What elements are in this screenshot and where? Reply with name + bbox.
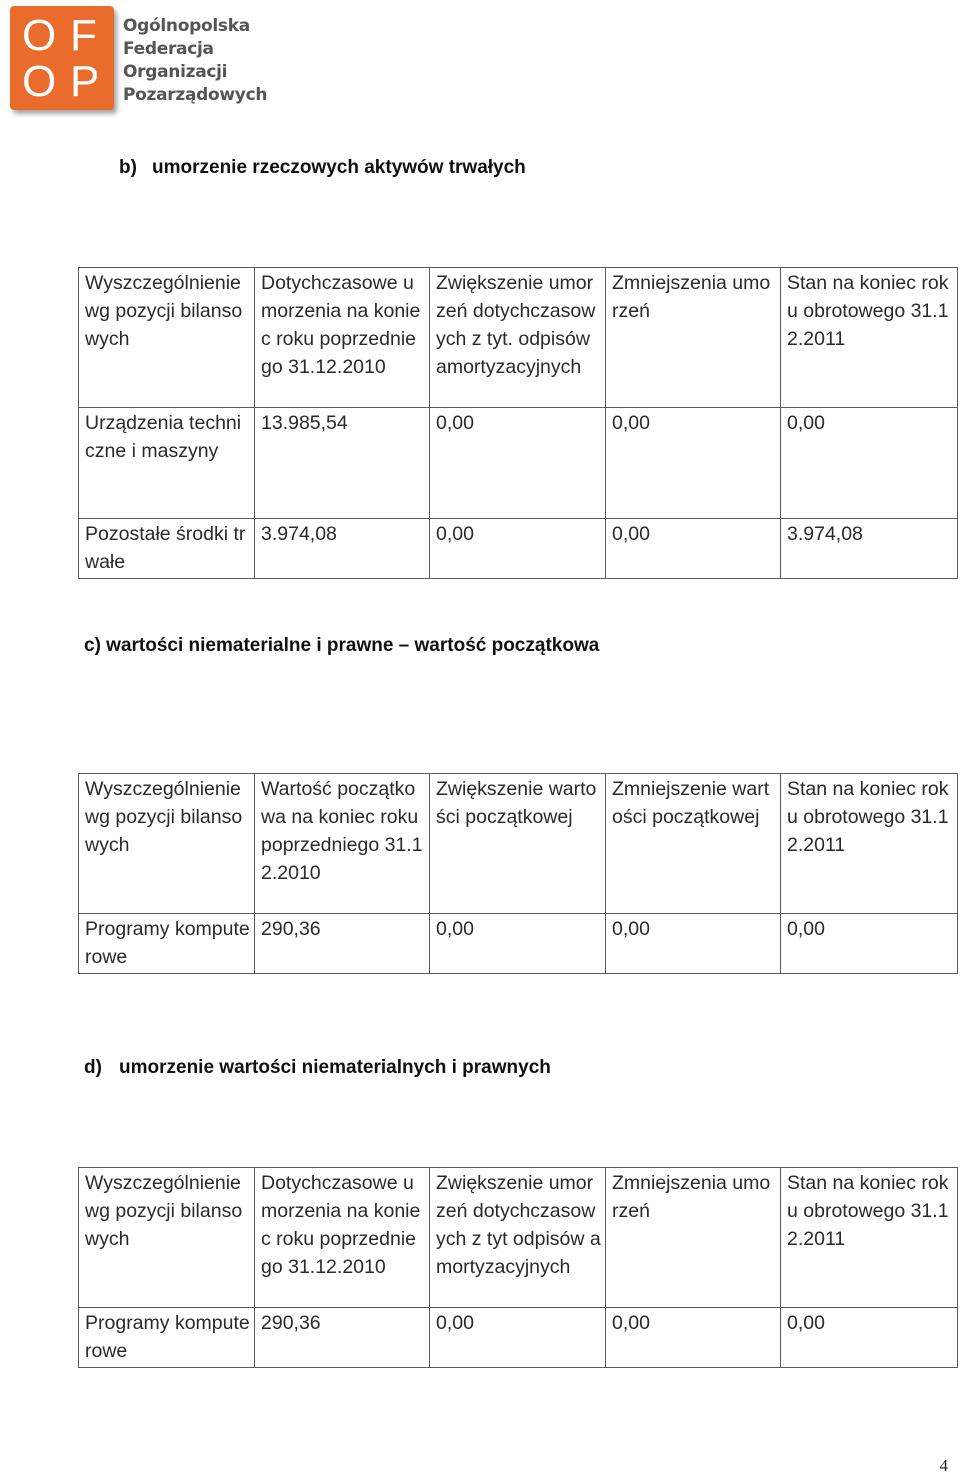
row-label: Pozostałe środki trwałe [79,519,255,579]
table-cell: 0,00 [430,914,606,974]
logo-letter: O [22,11,57,60]
section-d-heading [84,1057,551,1079]
table-cell: 0,00 [781,914,958,974]
header-cell: Zmniejszenia umorzeń [606,1168,781,1308]
header-cell: Stan na koniec roku obrotowego 31.12.2011 [781,268,958,408]
section-c-heading: c) wartości niematerialne i prawne – wartość początkowa [84,635,600,656]
page-number: 4 [939,1456,948,1475]
row-label: Programy komputerowe [79,1308,255,1368]
logo-wordmark [123,15,268,107]
logo-line: Organizacji [123,62,228,82]
table-header-row [79,268,958,408]
header-cell: Dotychczasowe umorzenia na koniec roku poprzedniego 31.12.2010 [255,268,430,408]
table-depreciation-tangible-assets [78,267,958,579]
table-header-row [79,774,958,914]
table-cell: 0,00 [606,519,781,579]
table-header-row [79,1168,958,1308]
table-row [79,408,958,519]
ofop-logo [10,6,268,114]
header-cell: Wyszczególnienie wg pozycji bilansowych [79,268,255,408]
table-cell: 0,00 [781,408,958,519]
header-cell: Zmniejszenia umorzeń [606,268,781,408]
header-cell: Zwiększenie wartości początkowej [430,774,606,914]
logo-line: Federacja [123,39,214,59]
table-intangible-assets-initial-value [78,773,958,974]
table-depreciation-intangible-assets [78,1167,958,1368]
header-cell: Zwiększenie umorzeń dotychczasowych z tyt. odpisów amortyzacyjnych [430,268,606,408]
header-cell: Wyszczególnienie wg pozycji bilansowych [79,774,255,914]
table-row [79,914,958,974]
logo-letter: F [70,11,97,60]
logo-letter: O [22,57,57,106]
logo-mark [10,6,114,110]
section-marker: b) [119,157,137,178]
section-b-heading [119,157,526,179]
header-cell: Wyszczególnienie wg pozycji bilansowych [79,1168,255,1308]
table-cell: 3.974,08 [255,519,430,579]
table-cell: 290,36 [255,914,430,974]
header-cell: Wartość początkowa na koniec roku poprzedniego 31.12.2010 [255,774,430,914]
row-label: Programy komputerowe [79,914,255,974]
section-marker: d) [84,1057,102,1078]
table-cell: 0,00 [606,914,781,974]
logo-line: Pozarządowych [123,85,268,105]
section-title: umorzenie rzeczowych aktywów trwałych [152,157,526,178]
header-cell: Dotychczasowe umorzenia na koniec roku poprzedniego 31.12.2010 [255,1168,430,1308]
table-row [79,1308,958,1368]
table-cell: 13.985,54 [255,408,430,519]
header-cell: Zmniejszenie wartości początkowej [606,774,781,914]
table-cell: 0,00 [606,408,781,519]
table-row [79,519,958,579]
table-cell: 0,00 [430,1308,606,1368]
table-cell: 0,00 [430,519,606,579]
section-title: umorzenie wartości niematerialnych i prawnych [119,1057,551,1078]
table-cell: 290,36 [255,1308,430,1368]
logo-letter: P [70,57,100,106]
logo-line: Ogólnopolska [123,16,250,36]
table-cell: 0,00 [430,408,606,519]
table-cell: 0,00 [606,1308,781,1368]
header-cell: Zwiększenie umorzeń dotychczasowych z tyt odpisów amortyzacyjnych [430,1168,606,1308]
row-label: Urządzenia techniczne i maszyny [79,408,255,519]
table-cell: 0,00 [781,1308,958,1368]
table-cell: 3.974,08 [781,519,958,579]
header-cell: Stan na koniec roku obrotowego 31.12.2011 [781,774,958,914]
header-cell: Stan na koniec roku obrotowego 31.12.2011 [781,1168,958,1308]
